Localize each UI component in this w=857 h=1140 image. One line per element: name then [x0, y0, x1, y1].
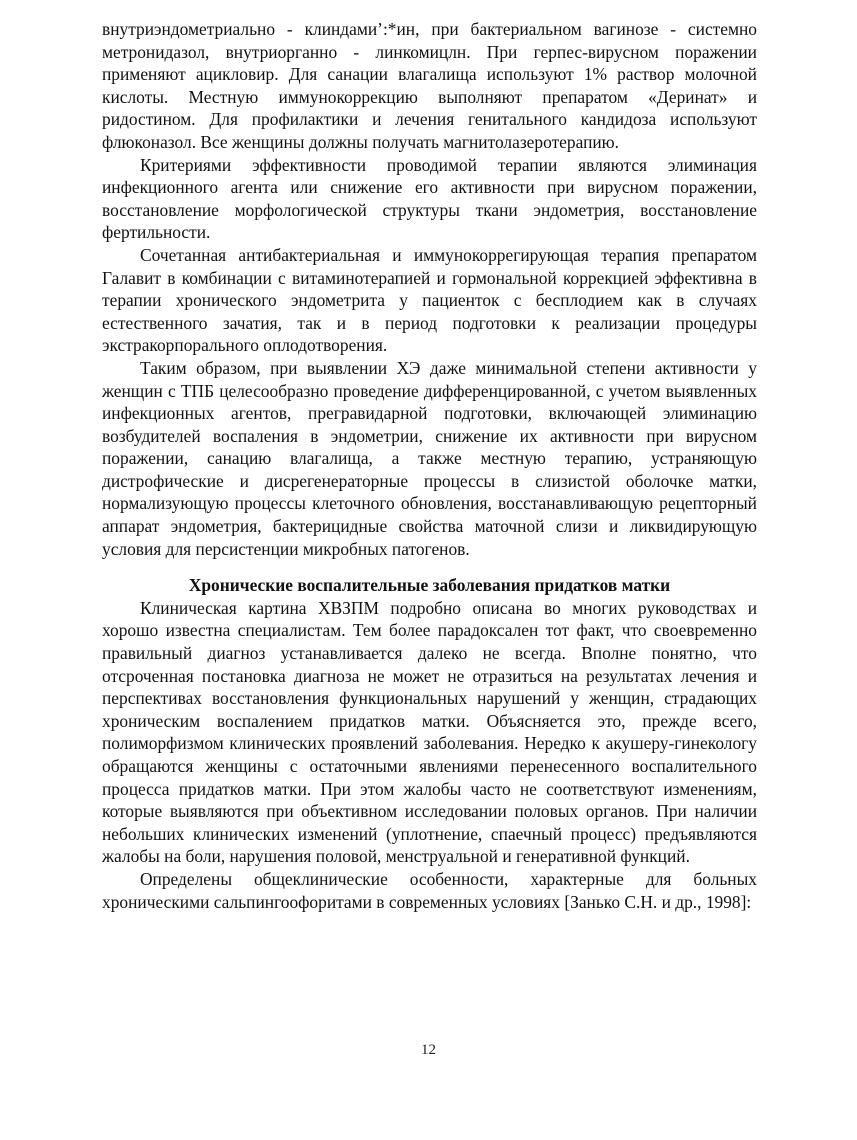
paragraph-3: Сочетанная антибактериальная и иммунокоррегирующая терапия препаратом Галавит в комбинации с витаминотерапией и гормональной коррекцией эффективна в терапии хронического эндометрита у пациенток с бесплодием как в случаях естественного зачатия, так и в период подготовки к реализации процедуры экстракорпорального оплодотворения.	[102, 244, 757, 356]
section-heading: Хронические воспалительные заболевания придатков матки	[188, 575, 671, 596]
page-number: 12	[421, 1042, 436, 1058]
page-content	[102, 18, 757, 913]
paragraph-1: внутриэндометриально - клиндами’:*ин, при бактериальном вагинозе - системно метронидазол, внутриорганно - линкомицлн. При герпес-вирусном поражении применяют ацикловир. Для санации влагалища используют 1% раствор молочной кислоты. Местную иммунокоррекцию выполняют препаратом «Деринат» и ридостином. Для профилактики и лечения генитального кандидоза используют флюконазол. Все женщины должны получать магнитолазеротерапию.	[102, 19, 757, 152]
paragraph-4: Таким образом, при выявлении ХЭ даже минимальной степени активности у женщин с ТПБ целесообразно проведение дифференцированной, с учетом выявленных инфекционных агентов, прегравидарной подготовки, включающей элиминацию возбудителей воспаления в эндометрии, снижение их активности при вирусном поражении, санацию влагалища, а также местную терапию, устраняющую дистрофические и дисрегенераторные процессы в слизистой оболочке матки, нормализующую процессы клеточного обновления, восстанавливающую рецепторный аппарат эндометрия, бактерицидные свойства маточной слизи и ликвидирующую условия для персистенции микробных патогенов.	[102, 357, 757, 559]
paragraph-6: Определены общеклинические особенности, характерные для больных хроническими сальпингоофоритами в современных условиях [Занько С.Н. и др., 1998]:	[102, 868, 757, 912]
paragraph-2: Критериями эффективности проводимой терапии являются элиминация инфекционного агента или снижение его активности при вирусном поражении, восстановление морфологической структуры ткани эндометрия, восстановление фертильности.	[102, 154, 757, 243]
paragraph-5: Клиническая картина ХВЗПМ подробно описана во многих руководствах и хорошо известна специалистам. Тем более парадоксален тот факт, что своевременно правильный диагноз устанавливается далеко не всегда. Вполне понятно, что отсроченная постановка диагноза не может не отразиться на результатах лечения и перспективах восстановления функциональных нарушений у женщин, страдающих хроническим воспалением придатков матки. Объясняется это, прежде всего, полиморфизмом клинических проявлений заболевания. Нередко к акушеру-гинекологу обращаются женщины с остаточными явлениями перенесенного воспалительного процесса придатков матки. При этом жалобы часто не соответствуют изменениям, которые выявляются при объективном исследовании половых органов. При наличии небольших клинических изменений (уплотнение, спаечный процесс) предъявляются жалобы на боли, нарушения половой, менструальной и генеративной функций.	[102, 597, 757, 867]
